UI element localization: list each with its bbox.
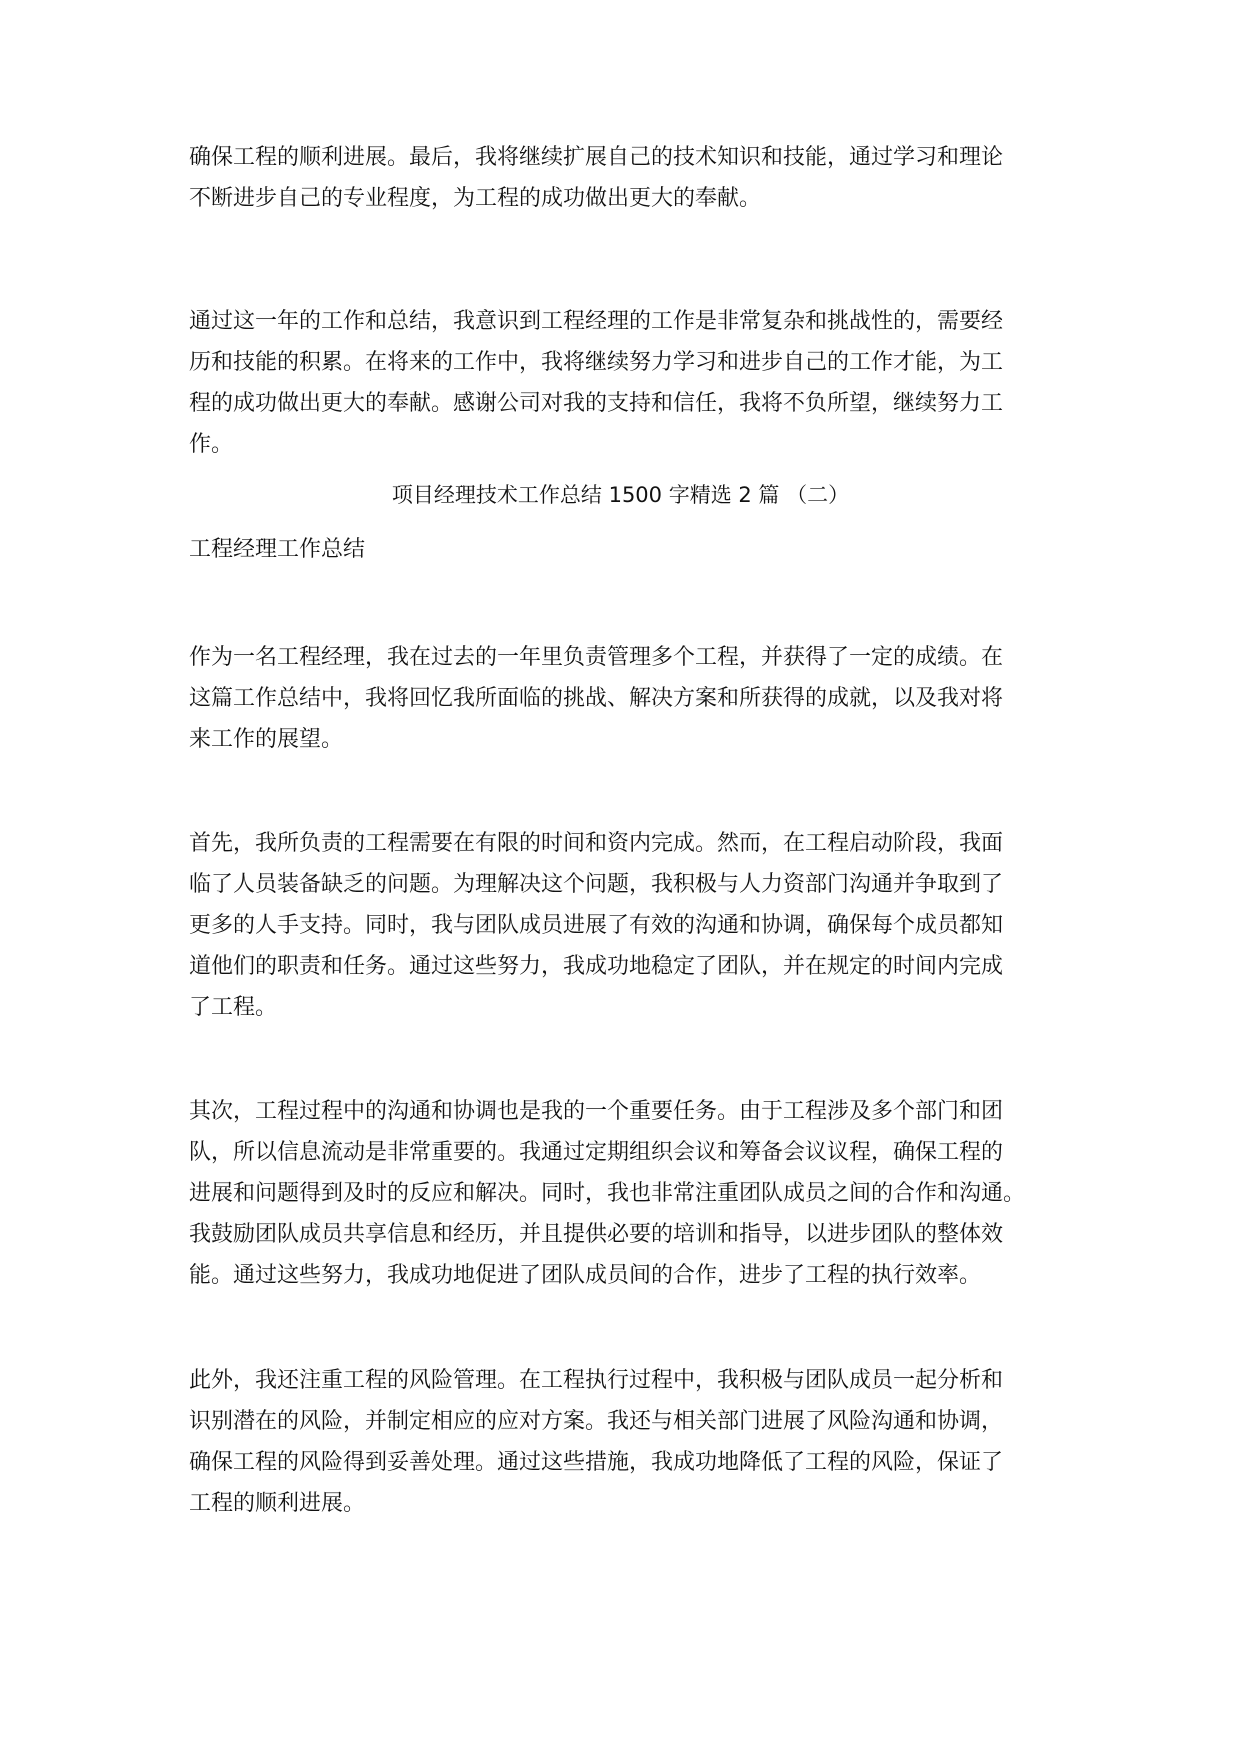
text-line: 这篇工作总结中，我将回忆我所面临的挑战、解决方案和所获得的成就，以及我对将: [189, 686, 1004, 711]
text-line: 首先，我所负责的工程需要在有限的时间和资内完成。然而，在工程启动阶段，我面: [189, 831, 1004, 856]
text-line: 识别潜在的风险，并制定相应的应对方案。我还与相关部门进展了风险沟通和协调，: [189, 1409, 1004, 1434]
text-line: 我鼓励团队成员共享信息和经历，并且提供必要的培训和指导，以进步团队的整体效: [189, 1222, 1004, 1247]
text-line: 了工程。: [189, 995, 278, 1020]
text-line: 此外，我还注重工程的风险管理。在工程执行过程中，我积极与团队成员一起分析和: [189, 1368, 1004, 1393]
text-line: 进展和问题得到及时的反应和解决。同时，我也非常注重团队成员之间的合作和沟通。: [189, 1181, 1026, 1206]
text-line: 不断进步自己的专业程度，为工程的成功做出更大的奉献。: [189, 186, 762, 211]
text-line: 更多的人手支持。同时，我与团队成员进展了有效的沟通和协调，确保每个成员都知: [189, 913, 1004, 938]
paragraph-3: [189, 529, 1089, 570]
paragraph-7: [189, 1360, 1089, 1524]
paragraph-6: [189, 1091, 1089, 1296]
paragraph-2: [189, 301, 1089, 465]
paragraph-1: [189, 137, 1089, 219]
paragraph-5: [189, 823, 1089, 1028]
section-title: 项目经理技术工作总结 1500 字精选 2 篇 （二）: [391, 483, 850, 507]
text-line: 其次，工程过程中的沟通和协调也是我的一个重要任务。由于工程涉及多个部门和团: [189, 1099, 1004, 1124]
text-line: 通过这一年的工作和总结，我意识到工程经理的工作是非常复杂和挑战性的，需要经: [189, 309, 1004, 334]
text-line: 历和技能的积累。在将来的工作中，我将继续努力学习和进步自己的工作才能，为工: [189, 350, 1004, 375]
text-line: 作为一名工程经理，我在过去的一年里负责管理多个工程，并获得了一定的成绩。在: [189, 645, 1004, 670]
text-line: 工程经理工作总结: [189, 537, 366, 562]
text-line: 队，所以信息流动是非常重要的。我通过定期组织会议和筹备会议议程，确保工程的: [189, 1140, 1004, 1165]
text-line: 能。通过这些努力，我成功地促进了团队成员间的合作，进步了工程的执行效率。: [189, 1263, 982, 1288]
text-line: 确保工程的顺利进展。最后，我将继续扩展自己的技术知识和技能，通过学习和理论: [189, 145, 1004, 170]
text-line: 道他们的职责和任务。通过这些努力，我成功地稳定了团队，并在规定的时间内完成: [189, 954, 1004, 979]
text-line: 程的成功做出更大的奉献。感谢公司对我的支持和信任，我将不负所望，继续努力工: [189, 391, 1004, 416]
text-line: 确保工程的风险得到妥善处理。通过这些措施，我成功地降低了工程的风险，保证了: [189, 1450, 1004, 1475]
text-line: 来工作的展望。: [189, 727, 344, 752]
text-line: 临了人员装备缺乏的问题。为理解决这个问题，我积极与人力资部门沟通并争取到了: [189, 872, 1004, 897]
text-line: 工程的顺利进展。: [189, 1491, 366, 1516]
paragraph-4: [189, 637, 1089, 760]
text-line: 作。: [189, 432, 234, 457]
